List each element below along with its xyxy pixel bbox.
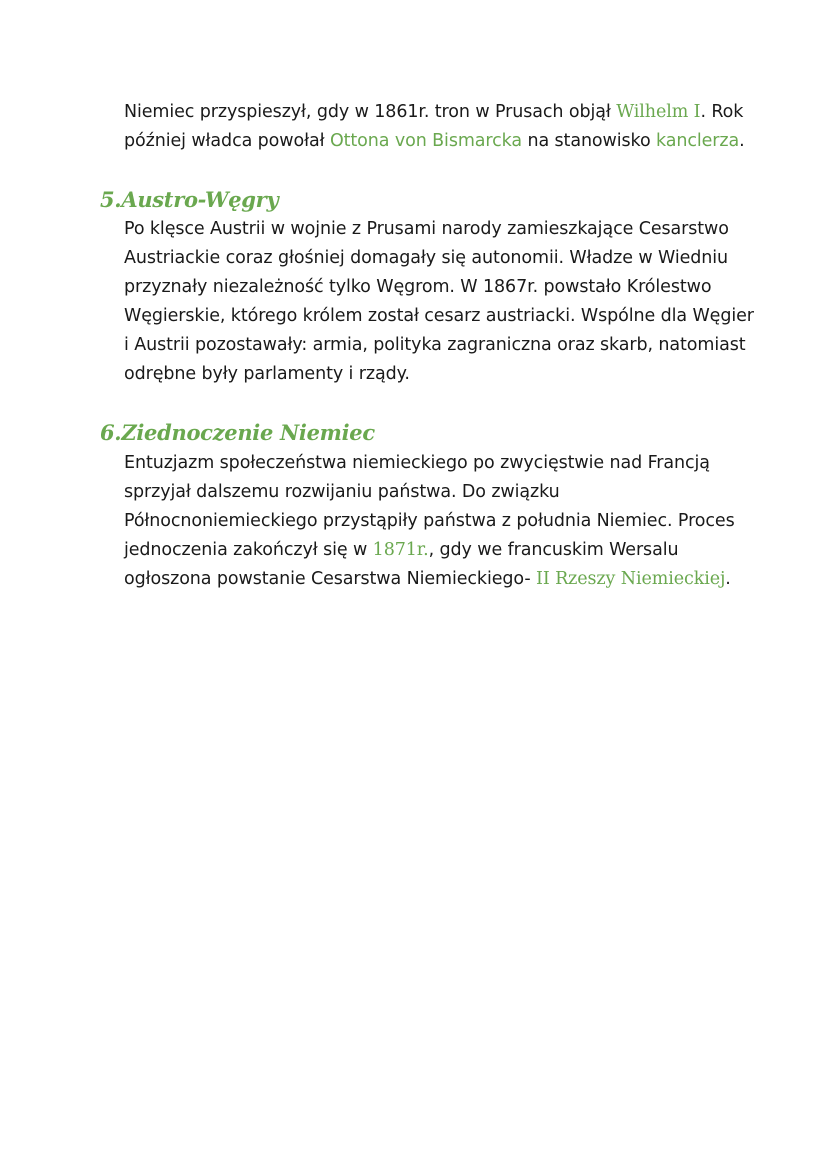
section-6-heading: 6.Ziednoczenie Niemiec	[100, 420, 375, 445]
intro-paragraph	[124, 98, 754, 156]
intro-text-2: . Rok później władca powołał	[124, 102, 744, 151]
highlight-rzesza: II Rzeszy Niemieckiej	[536, 569, 726, 589]
intro-text-3: na stanowisko	[522, 131, 657, 151]
intro-text-1: Niemiec przyspieszył, gdy w 1861r. tron w Prusach objął	[124, 102, 617, 122]
section-6-text-2: , gdy we francuskim Wersalu ogłoszona powstanie Cesarstwa Niemieckiego-	[124, 540, 679, 589]
highlight-kanclerz: kanclerza	[656, 131, 740, 151]
highlight-wilhelm: Wilhelm I	[616, 102, 701, 122]
section-5-heading: 5.Austro-Węgry	[100, 187, 279, 212]
section-6-text-1: Entuzjazm społeczeństwa niemieckiego po zwycięstwie nad Francją sprzyjał dalszemu rozwijaniu państwa. Do związku Północnoniemieckiego przystąpiły państwa z południa Niemiec. Proces jednoczenia zakończył się w	[124, 453, 735, 560]
section-6-paragraph	[124, 449, 754, 594]
intro-text-4: .	[739, 131, 745, 151]
highlight-bismarck: Ottona von Bismarcka	[329, 131, 522, 151]
highlight-1871: 1871r.	[372, 540, 429, 560]
section-6-text-3: .	[725, 569, 731, 589]
section-5-paragraph: Po klęsce Austrii w wojnie z Prusami narody zamieszkające Cesarstwo Austriackie coraz głośniej domagały się autonomii. Władze w Wiedniu przyznały niezależność tylko Węgrom. W 1867r. powstało Królestwo Węgierskie, którego królem został cesarz austriacki. Wspólne dla Węgier i Austrii pozostawały: armia, polityka zagraniczna oraz skarb, natomiast odrębne były parlamenty i rządy.	[124, 219, 754, 384]
